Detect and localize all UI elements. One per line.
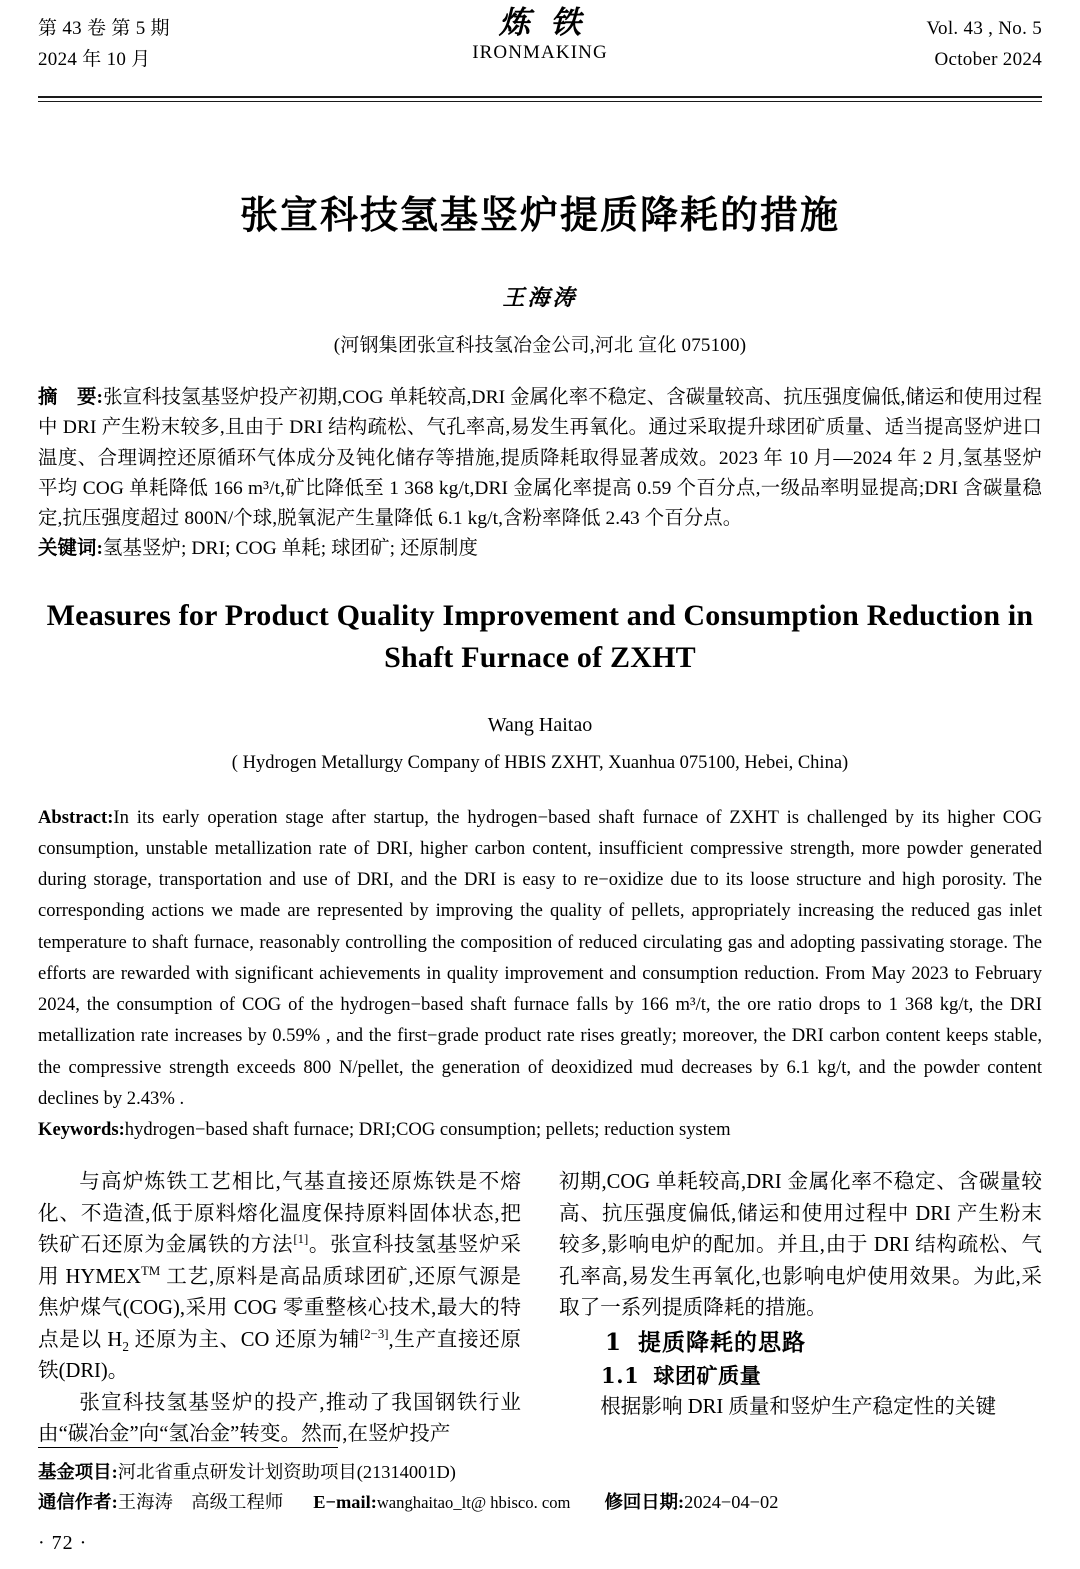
email-value[interactable]: wanghaitao_lt@ hbisco. com xyxy=(376,1493,571,1513)
subsection-title: 球团矿质量 xyxy=(653,1363,762,1389)
keywords-en-paragraph xyxy=(38,1114,1042,1145)
abstract-cn-paragraph xyxy=(38,383,1042,534)
body-text: 工艺,原料是高品质球团矿,还原气源是焦炉煤气(COG),采用 COG 零重整核心技术,最大的特点是以 H xyxy=(38,1265,521,1351)
chemical-subscript: 2 xyxy=(122,1338,129,1354)
fund-project-line xyxy=(38,1458,1042,1488)
footnote-block xyxy=(38,1447,1042,1555)
author-name-en: Wang Haitao xyxy=(487,713,593,736)
author-affiliation-cn: (河钢集团张宣科技氢冶金公司,河北 宣化 075100) xyxy=(333,335,747,356)
body-paragraph: 张宣科技氢基竖炉的投产,推动了我国钢铁行业由“碳冶金”向“氢冶金”转变。然而,在竖炉投产 xyxy=(38,1391,521,1446)
page-title: 张宣科技氢基竖炉提质降耗的措施 xyxy=(239,192,840,237)
masthead-right xyxy=(926,14,1042,76)
keywords-label-cn: 关键词: xyxy=(38,538,104,560)
trademark-mark: TM xyxy=(141,1264,161,1278)
corresponding-author-line xyxy=(38,1488,1042,1518)
citation-ref: [2−3] xyxy=(360,1327,389,1341)
body-columns xyxy=(38,1167,1042,1451)
corresponding-author-value: 王海涛 高级工程师 xyxy=(117,1492,284,1513)
revised-date-label: 修回日期: xyxy=(604,1492,685,1513)
body-text: 与高炉炼铁工艺相比,气基直接还原炼铁是不熔化、不造渣,低于原料熔化温度保持原料固体状态,把铁矿石还原为金属铁的方法 xyxy=(38,1171,521,1257)
abstract-en-paragraph xyxy=(38,802,1042,1114)
citation-ref: [1] xyxy=(293,1232,309,1247)
abstract-text-en: In its early operation stage after startup, the hydrogen−based shaft furnace of ZXHT is challenged by its higher COG consumption, unstable metallization rate of DRI, higher carbon content, insufficient compressive strength, more powder generated during storage, transportation and use of DRI, and the DRI is easy to re−oxidize due to its loose structure and high porosity. The corresponding actions we made are represented by improving the quality of pellets, appropriately increasing the reduced gas inlet temperature to shaft furnace, reasonably controlling the composition of reduced circulating gas and adopting passivating storage. The efforts are rewarded with significant achievements in quality improvement and consumption reduction. From May 2023 to February 2024, the consumption of COG of the hydrogen−based shaft furnace falls by 166 m³/t, the ore ratio drops to 1 368 kg/t, the DRI metallization rate increases by 0.59% , and the first−grade product rate rises greatly; moreover, the DRI carbon content keeps stable, the compressive strength exceeds 800 N/pellet, the generation of deoxidized mud decreases by 6.1 kg/t, and the powder content declines by 2.43% . xyxy=(38,806,1042,1109)
footnote-divider xyxy=(38,1447,338,1448)
body-paragraph xyxy=(38,1167,521,1388)
issue-date-cn: 2024 年 10 月 xyxy=(38,48,151,70)
masthead xyxy=(38,0,1042,92)
body-paragraph: 根据影响 DRI 质量和竖炉生产稳定性的关键 xyxy=(600,1396,997,1419)
page-number: · 72 · xyxy=(38,1532,88,1554)
masthead-left xyxy=(38,14,170,76)
body-column-left xyxy=(38,1167,521,1451)
section-title: 提质降耗的思路 xyxy=(638,1328,807,1356)
keywords-text-cn: 氢基竖炉; DRI; COG 单耗; 球团矿; 还原制度 xyxy=(103,538,479,560)
abstract-cn-block xyxy=(38,383,1042,565)
volume-issue-cn: 第 43 卷 第 5 期 xyxy=(38,18,170,39)
author-affiliation-en: ( Hydrogen Metallurgy Company of HBIS ZXHT, Xuanhua 075100, Hebei, China) xyxy=(231,752,849,773)
keywords-label-en: Keywords: xyxy=(38,1119,125,1141)
corresponding-author-label: 通信作者: xyxy=(38,1492,118,1513)
abstract-label-en: Abstract: xyxy=(38,806,114,828)
masthead-divider xyxy=(38,96,1042,102)
issue-date-en: October 2024 xyxy=(934,48,1042,70)
author-name-cn: 王海涛 xyxy=(502,285,578,310)
revised-date-value: 2024−04−02 xyxy=(684,1492,779,1513)
body-text: 。张宣科技氢基竖炉采用 HYMEX xyxy=(38,1234,522,1288)
fund-project-label: 基金项目: xyxy=(38,1462,118,1483)
journal-name-en: IRONMAKING xyxy=(472,41,608,63)
body-paragraph: 初期,COG 单耗较高,DRI 金属化率不稳定、含碳量较高、抗压强度偏低,储运和使用过程中 DRI 产生粉末较多,影响电炉的配加。并且,由于 DRI 结构疏松、气孔率高,易发生再氧化,也影响电炉使用效果。为此,采取了一系列提质降耗的措施。 xyxy=(559,1171,1042,1320)
abstract-label-cn: 摘 要: xyxy=(38,387,104,408)
volume-issue-en: Vol. 43 , No. 5 xyxy=(926,18,1042,39)
abstract-en-block xyxy=(38,802,1042,1146)
email-label: E−mail: xyxy=(313,1492,377,1513)
body-column-right xyxy=(559,1167,1042,1451)
body-text: ,生产直接还原铁(DRI)。 xyxy=(38,1328,521,1383)
keywords-cn-paragraph xyxy=(38,534,1042,564)
body-text: 还原为主、CO 还原为辅 xyxy=(128,1328,361,1351)
keywords-text-en: hydrogen−based shaft furnace; DRI;COG consumption; pellets; reduction system xyxy=(124,1119,731,1141)
journal-logo xyxy=(38,6,1042,64)
fund-project-value: 河北省重点研发计划资助项目(21314001D) xyxy=(117,1462,456,1483)
page-title-en: Measures for Product Quality Improvement and Consumption Reduction in Shaft Furnace of ZXHT xyxy=(46,598,1034,675)
subsection-number: 1.1 xyxy=(601,1363,640,1389)
section-number: 1 xyxy=(605,1328,623,1356)
section-heading-1 xyxy=(559,1325,1042,1360)
journal-name-cn: 炼铁 xyxy=(499,5,601,41)
abstract-text-cn: 张宣科技氢基竖炉投产初期,COG 单耗较高,DRI 金属化率不稳定、含碳量较高、抗压强度偏低,储运和使用过程中 DRI 产生粉末较多,且由于 DRI 结构疏松、气孔率高,易发生再氧化。通过采取提升球团矿质量、适当提高竖炉进口温度、合理调控还原循环气体成分及钝化储存等措施,提质降耗取得显著成效。2023 年 10 月—2024 年 2 月,氢基竖炉平均 COG 单耗降低 166 m³/t,矿比降低至 1 368 kg/t,DRI 金属化率提高 0.59 个百分点,一级品率明显提高;DRI 含碳量稳定,抗压强度超过 800N/个球,脱氧泥产生量降低 6.1 kg/t,含粉率降低 2.43 个百分点。 xyxy=(38,387,1042,530)
section-heading-1-1 xyxy=(559,1360,1042,1392)
